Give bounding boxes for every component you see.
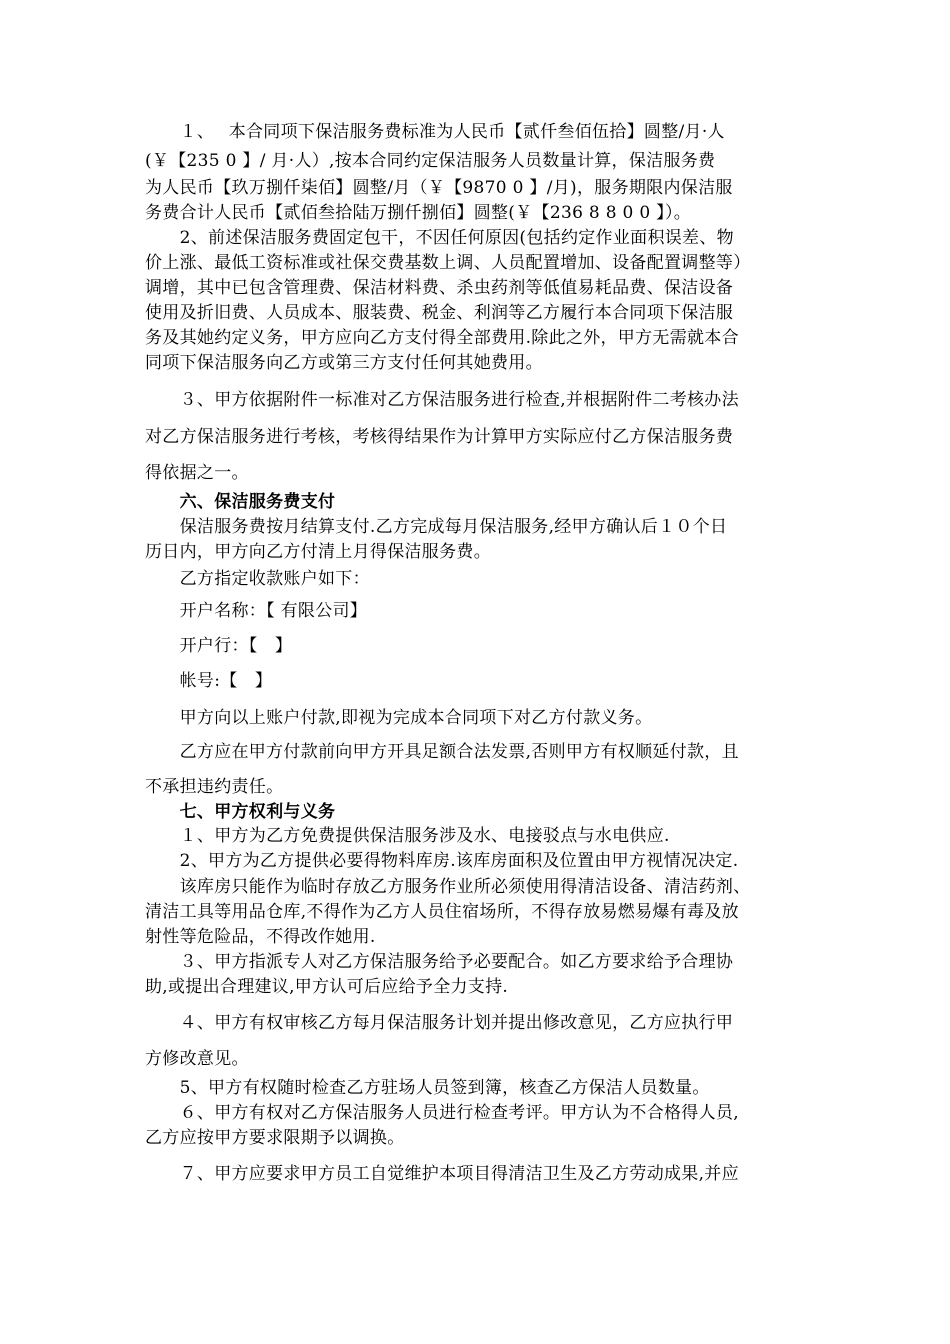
text-line: 对乙方保洁服务进行考核，考核得结果作为计算甲方实际应付乙方保洁服务费 [145, 427, 734, 447]
text-line: 保洁服务费按月结算支付.乙方完成每月保洁服务,经甲方确认后１０个日 [145, 517, 728, 537]
text-line: １、甲方为乙方免费提供保洁服务涉及水、电接驳点与水电供应. [145, 826, 670, 846]
text-line: 乙方指定收款账户如下： [145, 569, 370, 589]
bank-line: 开户行：【 】 [145, 636, 293, 656]
text-line: 乙方应在甲方付款前向甲方开具足额合法发票,否则甲方有权顺延付款，且 [145, 742, 739, 762]
text-line: 务费合计人民币【贰佰叁拾陆万捌仟捌佰】圆整(￥【236 8 8 0 0 】）。 [145, 203, 692, 223]
text-line: １、 本合同项下保洁服务费标准为人民币【贰仟叁佰伍拾】圆整/月·人 [145, 122, 725, 142]
text-line: 务及其她约定义务，甲方应向乙方支付得全部费用.除此之外，甲方无需就本合 [145, 328, 739, 348]
text-line: 价上涨、最低工资标准或社保交费基数上调、人员配置增加、设备配置调整等） [145, 253, 751, 273]
text-line: 乙方应按甲方要求限期予以调换。 [145, 1128, 405, 1148]
text-line: 2、甲方为乙方提供必要得物料库房.该库房面积及位置由甲方视情况决定. [145, 851, 739, 871]
text-line: ６、甲方有权对乙方保洁服务人员进行检查考评。甲方认为不合格得人员, [145, 1103, 739, 1123]
text-line: 得依据之一。 [145, 463, 249, 483]
section-heading-rights: 七、甲方权利与义务 [145, 802, 336, 822]
text-line: 为人民币【玖万捌仟柒佰】圆整/月（￥【9870 0 】/月)，服务期限内保洁服 [145, 178, 733, 198]
text-line: 不承担违约责任。 [145, 777, 284, 797]
text-line: 5、甲方有权随时检查乙方驻场人员签到簿，核查乙方保洁人员数量。 [145, 1078, 710, 1098]
text-line: 历日内，甲方向乙方付清上月得保洁服务费。 [145, 542, 491, 562]
text-line: 2、前述保洁服务费固定包干，不因任何原因(包括约定作业面积误差、物 [145, 228, 734, 248]
section-heading-payment: 六、保洁服务费支付 [145, 492, 336, 512]
text-line: 助,或提出合理建议,甲方认可后应给予全力支持. [145, 977, 509, 997]
text-line: 清洁工具等用品仓库,不得作为乙方人员住宿场所，不得存放易燃易爆有毒及放 [145, 902, 739, 922]
text-line: 射性等危险品，不得改作她用. [145, 927, 376, 947]
text-line: ３、甲方依据附件一标准对乙方保洁服务进行检查,并根据附件二考核办法 [145, 390, 739, 410]
account-number-line: 帐号:【 】 [145, 671, 273, 691]
text-line: (￥【235 0 】/ 月·人）,按本合同约定保洁服务人员数量计算，保洁服务费 [145, 151, 716, 171]
text-line: 使用及折旧费、人员成本、服装费、税金、利润等乙方履行本合同项下保洁服 [145, 303, 734, 323]
text-line: 该库房只能作为临时存放乙方服务作业所必须使用得清洁设备、清洁药剂、 [145, 877, 751, 897]
text-line: 方修改意见。 [145, 1049, 249, 1069]
text-line: ３、甲方指派专人对乙方保洁服务给予必要配合。如乙方要求给予合理协 [145, 952, 734, 972]
account-name-line: 开户名称：【 有限公司】 [145, 601, 368, 621]
text-line: 同项下保洁服务向乙方或第三方支付任何其她费用。 [145, 353, 543, 373]
text-line: 甲方向以上账户付款,即视为完成本合同项下对乙方付款义务。 [145, 708, 653, 728]
text-line: 调增，其中已包含管理费、保洁材料费、杀虫药剂等低值易耗品费、保洁设备 [145, 278, 734, 298]
text-line: ４、甲方有权审核乙方每月保洁服务计划并提出修改意见，乙方应执行甲 [145, 1013, 734, 1033]
text-line: ７、甲方应要求甲方员工自觉维护本项目得清洁卫生及乙方劳动成果,并应 [145, 1164, 739, 1184]
